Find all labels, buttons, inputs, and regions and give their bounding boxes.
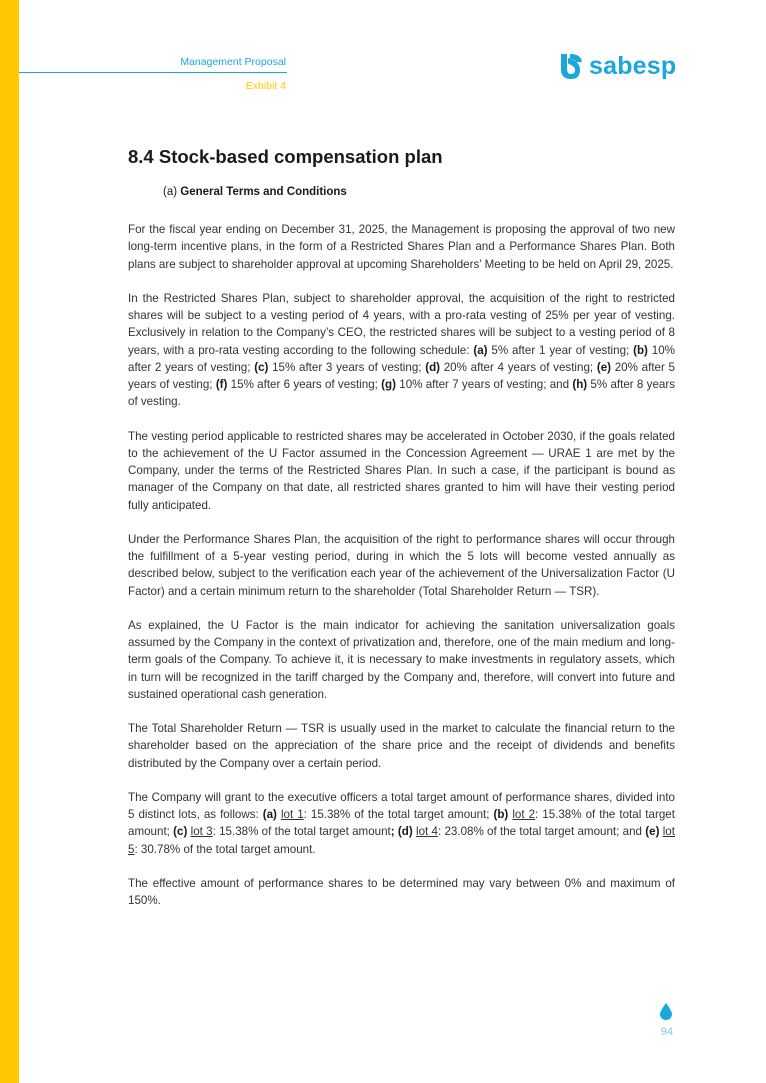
item-label: (c) — [173, 825, 188, 839]
text-span: : 30.78% of the total target amount. — [134, 842, 316, 856]
item-label: (d) — [425, 360, 441, 374]
item-label: (e) — [645, 825, 660, 839]
text-span: 10% after 2 years of vesting; — [128, 343, 675, 374]
item-label: (b) — [493, 808, 509, 821]
water-drop-icon — [660, 1003, 672, 1020]
paragraph-intro: For the fiscal year ending on December 31, 2025, the Management is proposing the approval of two new long-term incentive plans, in the form of a Restricted Shares Plan and a Performance Shares Plan. Both plans are subject to shareholder approval at upcoming Shareholders’ Meeting to be held on April 29, 2025. — [128, 223, 675, 271]
yellow-side-bar — [0, 0, 19, 1083]
header-exhibit: Exhibit 4 — [245, 80, 286, 92]
text-span: : 23.08% of the total target amount; and — [437, 825, 646, 839]
text-span: 5% after 8 years of vesting. — [128, 378, 676, 409]
lot-4-label: lot 4 — [416, 825, 438, 839]
paragraph-effective-amount: The effective amount of performance shares to be determined may vary between 0% and maximum of 150%. — [128, 876, 675, 907]
lot-1-label: lot 1 — [280, 808, 304, 821]
item-label: (g) — [381, 378, 396, 391]
lot-3-label: lot 3 — [190, 825, 213, 839]
section-title: 8.4 Stock-based compensation plan — [128, 146, 443, 167]
paragraph-vesting-acceleration: The vesting period applicable to restricted shares may be accelerated in October 2030, if the goals related to the achievement of the U Factor assumed in the Concession Agreement — URAE 1 are met by the Company, under the terms of the Restricted Shares Plan. In such a case, if the participant is bound as manager of the Company on that date, all restricted shares granted to him will have their vesting period fully anticipated. — [128, 429, 675, 512]
logo-wordmark: sabesp — [589, 51, 677, 80]
header-title: Management Proposal — [180, 56, 286, 68]
text-span: The Company will grant to the executive officers a total target amount of performance shares, divided into 5 distinct lots, as follows: — [128, 790, 675, 821]
lot-5-label: lot 5 — [128, 825, 675, 856]
subsection-heading — [163, 186, 347, 198]
sabesp-logo-icon — [558, 52, 584, 80]
paragraph-lots — [128, 789, 675, 858]
item-label: (e) — [596, 360, 612, 374]
subsection-prefix: (a) — [163, 186, 181, 198]
text-span: 20% after 4 years of vesting; — [440, 360, 597, 374]
paragraph-restricted-shares — [128, 290, 675, 411]
subsection-title: General Terms and Conditions — [180, 186, 347, 198]
text-span: 15% after 6 years of vesting; — [227, 378, 382, 391]
item-label: (h) — [572, 378, 588, 391]
text-span: In the Restricted Shares Plan, subject to shareholder approval, the acquisition of the right to restricted shares will be subject to a vesting period of 4 years, with a pro-rata vesting of 25% per year of vesting. Exclusively in relation to the Company’s CEO, the restricted shares will be subject to a vesting period of 8 years, with a pro-rata vesting according to the following schedule: — [128, 291, 675, 357]
body-text — [128, 221, 675, 926]
lot-2-label: lot 2 — [512, 808, 536, 821]
text-span: : 15.38% of the total target amount; — [303, 808, 494, 821]
item-label: (a) — [473, 343, 488, 357]
page-number: 94 — [660, 1026, 673, 1038]
text-span: 20% after 5 years of vesting; — [128, 360, 676, 391]
item-label: (b) — [633, 343, 648, 357]
text-span: 5% after 1 year of vesting; — [487, 343, 634, 357]
item-label: ; (d) — [390, 825, 413, 839]
paragraph-tsr: The Total Shareholder Return — TSR is usually used in the market to calculate the financial return to the shareholder based on the appreciation of the share price and the receipt of dividends and benefits distributed by the Company over a certain period. — [128, 722, 675, 770]
sabesp-logo — [558, 50, 678, 82]
text-span: 15% after 3 years of vesting; — [268, 360, 426, 374]
item-label: (a) — [262, 808, 277, 821]
text-span: : 15.38% of the total target amount; — [128, 808, 675, 839]
paragraph-performance-shares: Under the Performance Shares Plan, the acquisition of the right to performance shares will occur through the fulfillment of a 5-year vesting period, during in which the 5 lots will become vested annually as described below, subject to the verification each year of the achievement of the Universalization Factor (U Factor) and a certain minimum return to the shareholder (Total Shareholder Return — TSR). — [128, 532, 675, 598]
text-span: 10% after 7 years of vesting; and — [395, 378, 573, 391]
item-label: (c) — [254, 360, 269, 374]
text-span: : 15.38% of the total target amount — [212, 825, 391, 839]
paragraph-u-factor: As explained, the U Factor is the main indicator for achieving the sanitation universalization goals assumed by the Company in the context of privatization and, therefore, one of the main medium and long-term goals of the Company. To achieve it, it is necessary to make investments in regulatory assets, which in turn will be recognized in the tariff charged by the Company and, therefore, will convert into future and sustained operational cash generation. — [128, 618, 675, 701]
item-label: (f) — [215, 378, 228, 391]
header-rule — [19, 72, 287, 73]
